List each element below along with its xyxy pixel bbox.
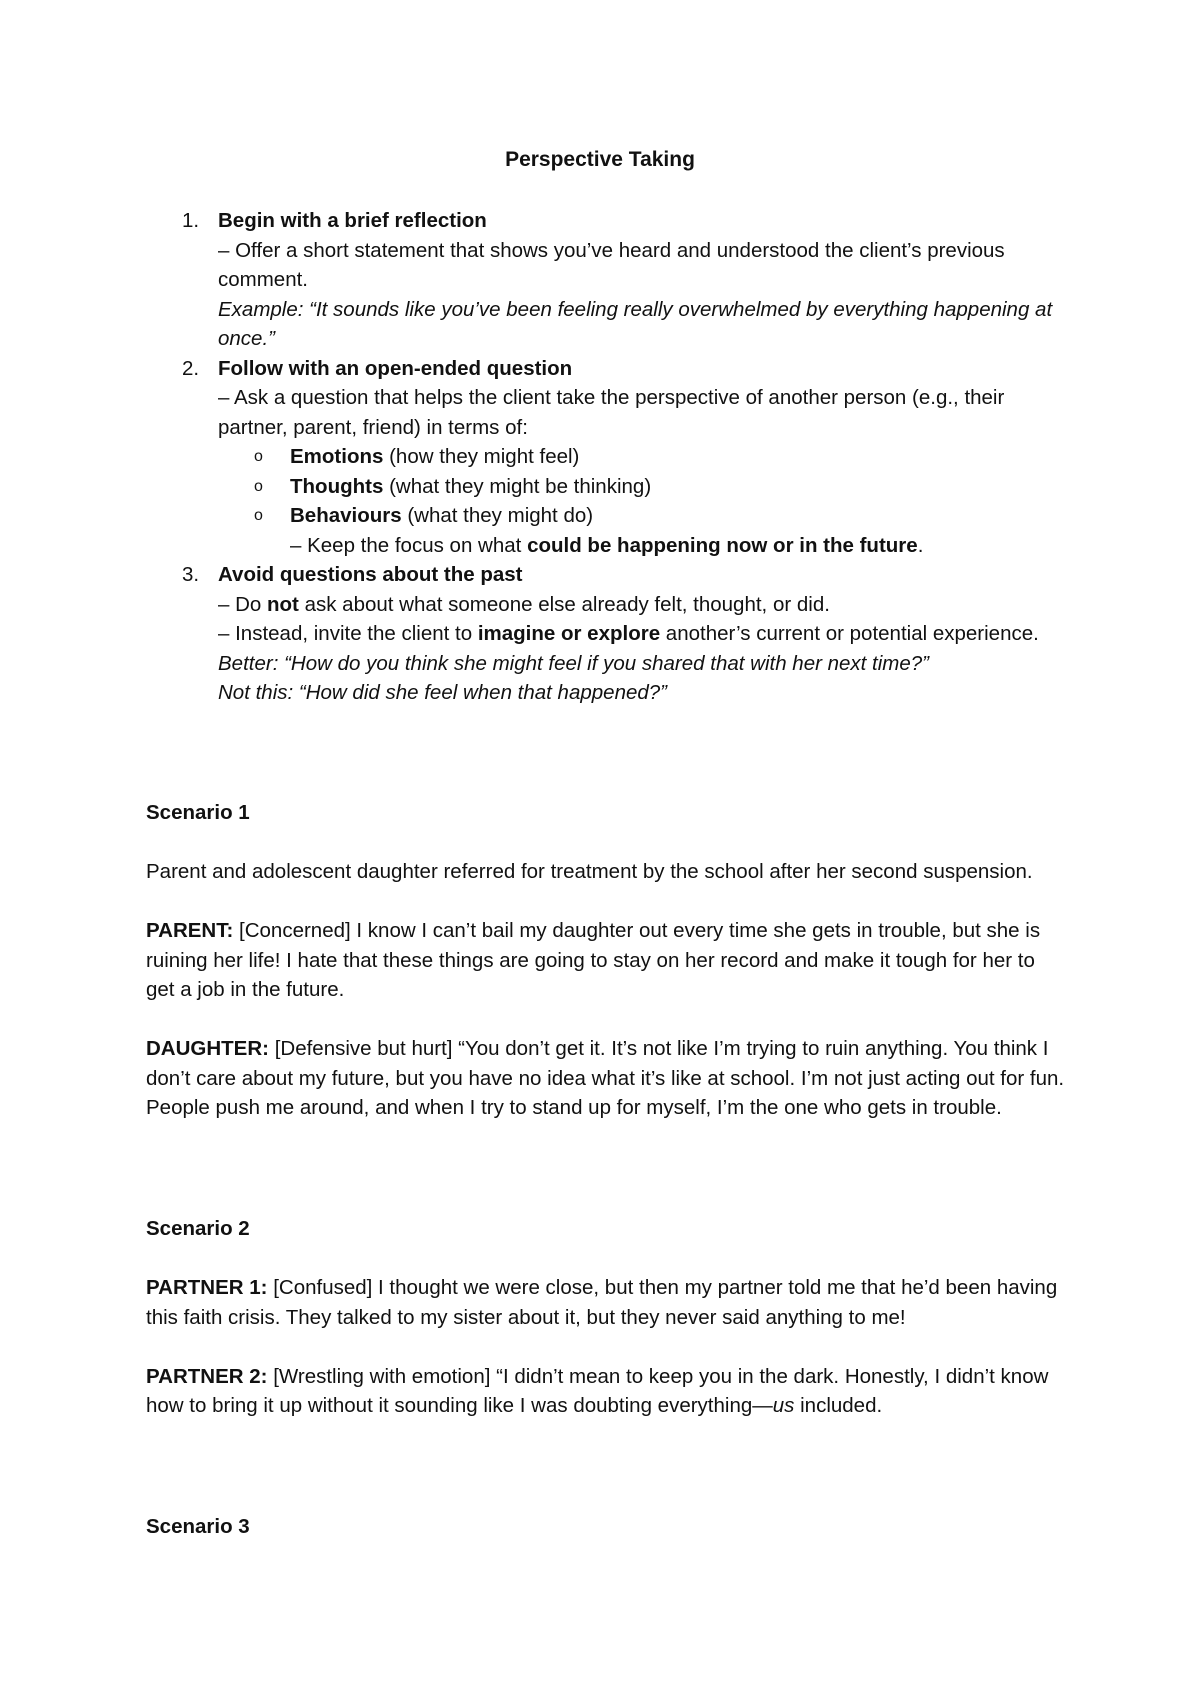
dialogue-line-partner-1: PARTNER 1: [Confused] I thought we were close, but then my partner told me that he’d been having this faith crisis. They talked to my sister about it, but they never said anything to me! — [146, 1276, 1058, 1329]
item-title: Follow with an open-ended question — [218, 356, 573, 380]
bullet-icon: o — [254, 477, 263, 495]
instruction-item-3 — [182, 560, 1068, 708]
bullet-icon: o — [254, 507, 263, 524]
dialogue-line-daughter: DAUGHTER: [Defensive but hurt] “You don’t get it. It’s not like I’m trying to ruin anything. You think I don’t care about my future, but you have no idea what it’s like at school. I’m not just acting out for fun. People push me around, and when I try to stand up for myself, I’m the one who gets in trouble. — [146, 1037, 1065, 1119]
bad-example: Not this: “How did she feel when that happened?” — [218, 681, 667, 704]
item-title: Avoid questions about the past — [218, 563, 523, 586]
item-example: Example: “It sounds like you’ve been feeling really overwhelmed by everything happening at once.” — [218, 297, 1053, 350]
list-item: o Thoughts (what they might be thinking) — [218, 472, 1068, 502]
item-number: 3. — [182, 563, 200, 586]
item-line: – Do not ask about what someone else already felt, thought, or did. — [218, 592, 830, 616]
item-number: 2. — [182, 356, 200, 380]
bullet-icon: o — [254, 448, 263, 465]
item-followup: – Keep the focus on what could be happening now or in the future. — [290, 533, 924, 557]
item-number: 1. — [182, 209, 200, 232]
instruction-item-2 — [182, 354, 1068, 561]
better-example: Better: “How do you think she might feel if you shared that with her next time?” — [218, 651, 930, 675]
item-line: – Instead, invite the client to imagine or explore another’s current or potential experience. — [218, 622, 1039, 645]
item-title: Begin with a brief reflection — [218, 209, 487, 232]
item-description: – Ask a question that helps the client take the perspective of another person (e.g., their partner, parent, friend) in terms of: — [218, 386, 1005, 439]
scenario-heading: Scenario 2 — [146, 1217, 250, 1240]
instruction-list — [0, 206, 1200, 708]
dialogue-line-partner-2: PARTNER 2: [Wrestling with emotion] “I didn’t mean to keep you in the dark. Honestly, I didn’t know how to bring it up without it sounding like I was doubting everything—us included. — [146, 1364, 1049, 1417]
perspective-dimensions-list — [218, 442, 1068, 531]
scenario-heading: Scenario 3 — [146, 1515, 250, 1538]
instruction-item-1 — [182, 206, 1068, 354]
scenario-heading: Scenario 1 — [146, 801, 250, 824]
scenario-1 — [146, 798, 1066, 1123]
scenario-intro: Parent and adolescent daughter referred for treatment by the school after her second suspension. — [146, 860, 1033, 883]
scenario-2 — [146, 1214, 1066, 1421]
page-title: Perspective Taking — [505, 148, 695, 171]
dialogue-line-parent: PARENT: [Concerned] I know I can’t bail my daughter out every time she gets in trouble, but she is ruining her life! I hate that these things are going to stay on her record and make it tough for her to get a job in the future. — [146, 919, 1041, 1001]
item-description: – Offer a short statement that shows you’ve heard and understood the client’s previous comment. — [218, 238, 1005, 291]
list-item: o Emotions (how they might feel) — [218, 442, 1068, 472]
scenario-3 — [146, 1512, 1066, 1542]
list-item: o Behaviours (what they might do) — [218, 501, 1068, 531]
